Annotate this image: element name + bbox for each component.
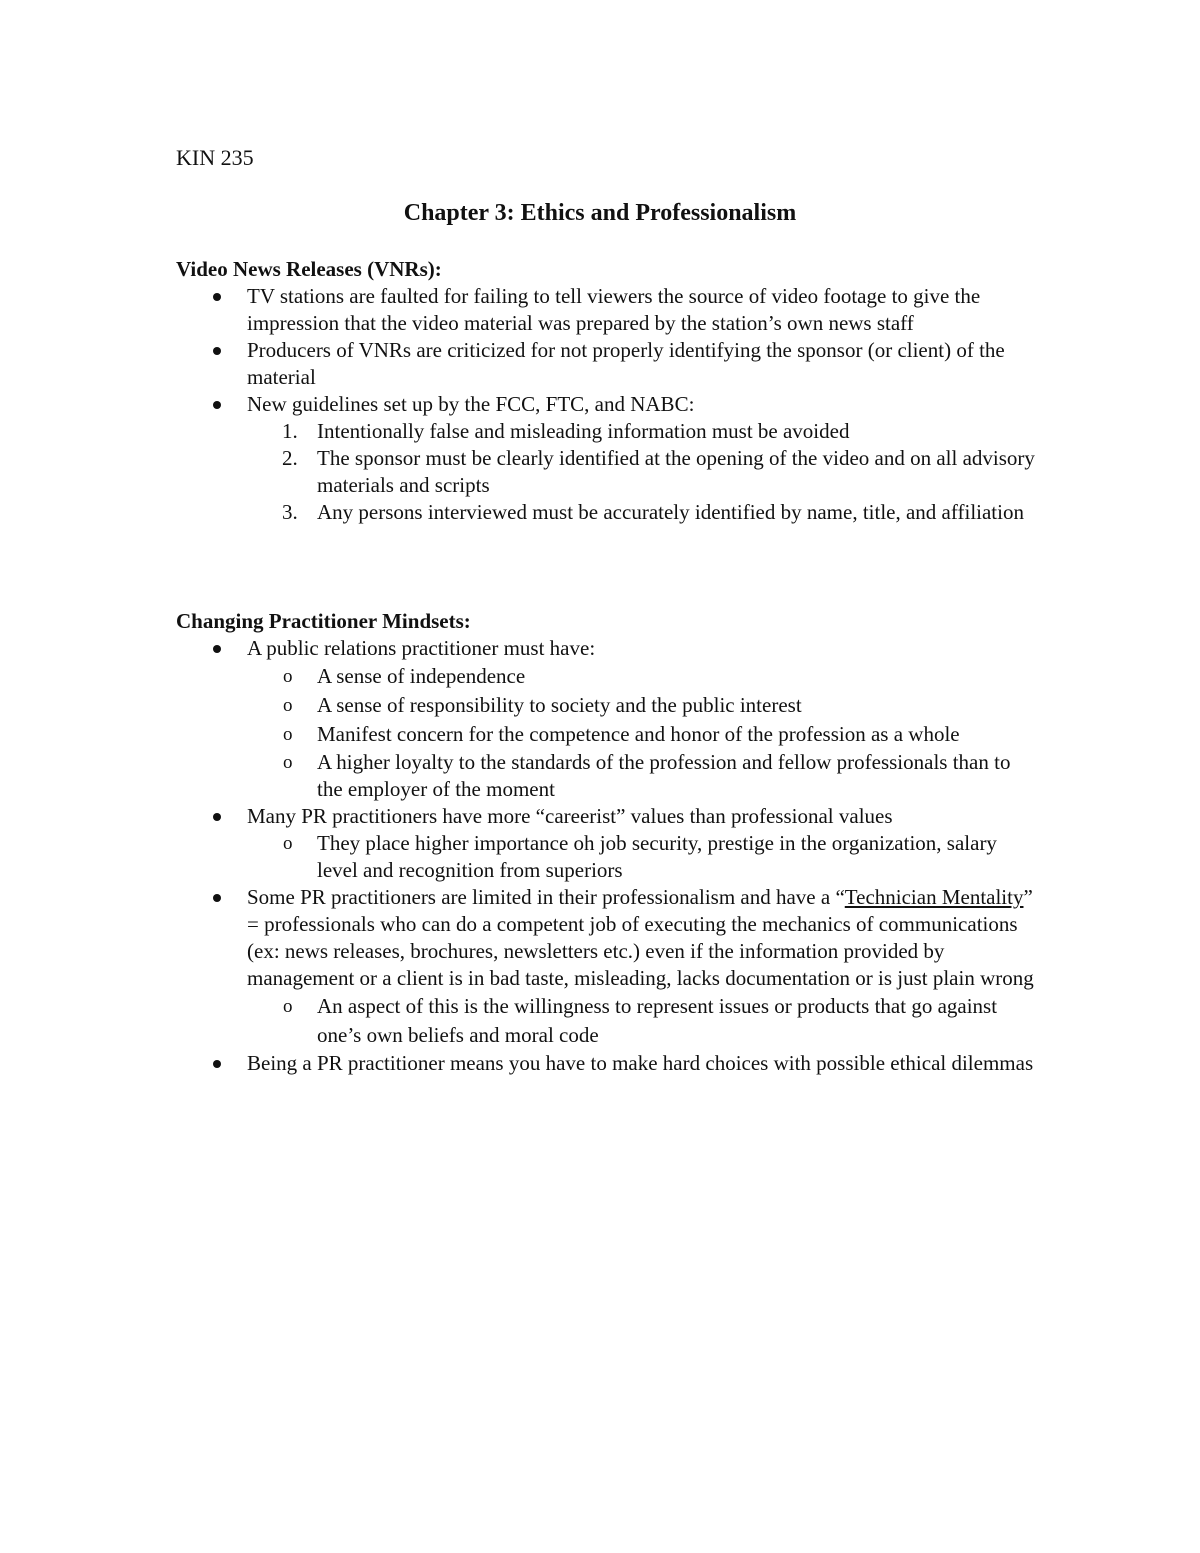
list-item-text xyxy=(247,885,1034,990)
sub-list-item xyxy=(176,830,1036,884)
underlined-term: Technician Mentality xyxy=(844,885,1024,909)
circle-bullet-icon: o xyxy=(283,752,293,773)
bullet-list xyxy=(176,283,1036,526)
sub-list xyxy=(247,992,1036,1050)
numbered-item-text: The sponsor must be clearly identified at the opening of the video and on all advisory materials and scripts xyxy=(317,446,1035,497)
bullet-icon xyxy=(213,1060,221,1068)
text-fragment: ” = professionals who can do a competent job of executing the mechanics of communications (ex: news releases, brochures, newsletters etc.) even if the information provided by management or a client is in bad taste, misleading, lacks documentation or is just plain wrong xyxy=(247,885,1034,990)
circle-bullet-icon: o xyxy=(283,724,293,745)
sub-item-text: An aspect of this is the willingness to represent issues or products that go against one’s own beliefs and moral code xyxy=(317,994,998,1047)
sub-list-item xyxy=(176,662,1036,691)
section-changing-mindsets xyxy=(176,608,1036,1077)
list-item xyxy=(176,1050,1036,1077)
bullet-icon xyxy=(213,894,221,902)
course-code: KIN 235 xyxy=(176,145,254,170)
bullet-icon xyxy=(213,813,221,821)
sub-list xyxy=(247,830,1036,884)
item-number: 3. xyxy=(282,500,298,524)
numbered-item xyxy=(176,445,1036,499)
list-item-text: New guidelines set up by the FCC, FTC, and NABC: xyxy=(247,392,695,416)
text-fragment: Some PR practitioners are limited in their professionalism and have a “ xyxy=(247,885,845,909)
numbered-list xyxy=(247,418,1036,526)
list-item xyxy=(176,391,1036,526)
list-item-text: Being a PR practitioner means you have to make hard choices with possible ethical dilemmas xyxy=(247,1051,1034,1075)
circle-bullet-icon: o xyxy=(283,695,293,716)
bullet-icon xyxy=(213,293,221,301)
numbered-item xyxy=(176,418,1036,445)
bullet-icon xyxy=(213,347,221,355)
sub-list-item xyxy=(176,720,1036,749)
list-item xyxy=(176,635,1036,803)
item-number: 2. xyxy=(282,446,298,470)
numbered-item-text: Intentionally false and misleading information must be avoided xyxy=(317,419,850,443)
sub-list-item xyxy=(176,749,1036,803)
list-item xyxy=(176,884,1036,1050)
section-video-news-releases xyxy=(176,256,1036,526)
section-heading: Changing Practitioner Mindsets: xyxy=(176,609,471,633)
circle-bullet-icon: o xyxy=(283,666,293,687)
page-title: Chapter 3: Ethics and Professionalism xyxy=(403,200,797,226)
sub-item-text: A sense of independence xyxy=(317,664,526,688)
item-number: 1. xyxy=(282,419,298,443)
sub-item-text: A sense of responsibility to society and the public interest xyxy=(317,693,802,717)
bullet-list xyxy=(176,635,1036,1077)
circle-bullet-icon: o xyxy=(283,996,293,1017)
sub-item-text: Manifest concern for the competence and honor of the profession as a whole xyxy=(317,722,960,746)
circle-bullet-icon: o xyxy=(283,833,293,854)
list-item-text: Producers of VNRs are criticized for not properly identifying the sponsor (or client) of the material xyxy=(247,338,1005,389)
list-item-text: TV stations are faulted for failing to tell viewers the source of video footage to give the impression that the video material was prepared by the station’s own news staff xyxy=(247,284,981,335)
numbered-item xyxy=(176,499,1036,526)
list-item-text: Many PR practitioners have more “careerist” values than professional values xyxy=(247,804,893,828)
bullet-icon xyxy=(213,645,221,653)
list-item xyxy=(176,803,1036,884)
sub-list-item xyxy=(176,691,1036,720)
section-heading: Video News Releases (VNRs): xyxy=(176,257,442,281)
sub-list xyxy=(247,662,1036,803)
bullet-icon xyxy=(213,401,221,409)
sub-item-text: They place higher importance oh job security, prestige in the organization, salary level and recognition from superiors xyxy=(317,831,997,882)
numbered-item-text: Any persons interviewed must be accurately identified by name, title, and affiliation xyxy=(317,500,1024,524)
list-item-text: A public relations practitioner must have: xyxy=(247,636,596,660)
list-item xyxy=(176,337,1036,391)
sub-item-text: A higher loyalty to the standards of the profession and fellow professionals than to the employer of the moment xyxy=(317,750,1011,801)
sub-list-item xyxy=(176,992,1036,1050)
list-item xyxy=(176,283,1036,337)
